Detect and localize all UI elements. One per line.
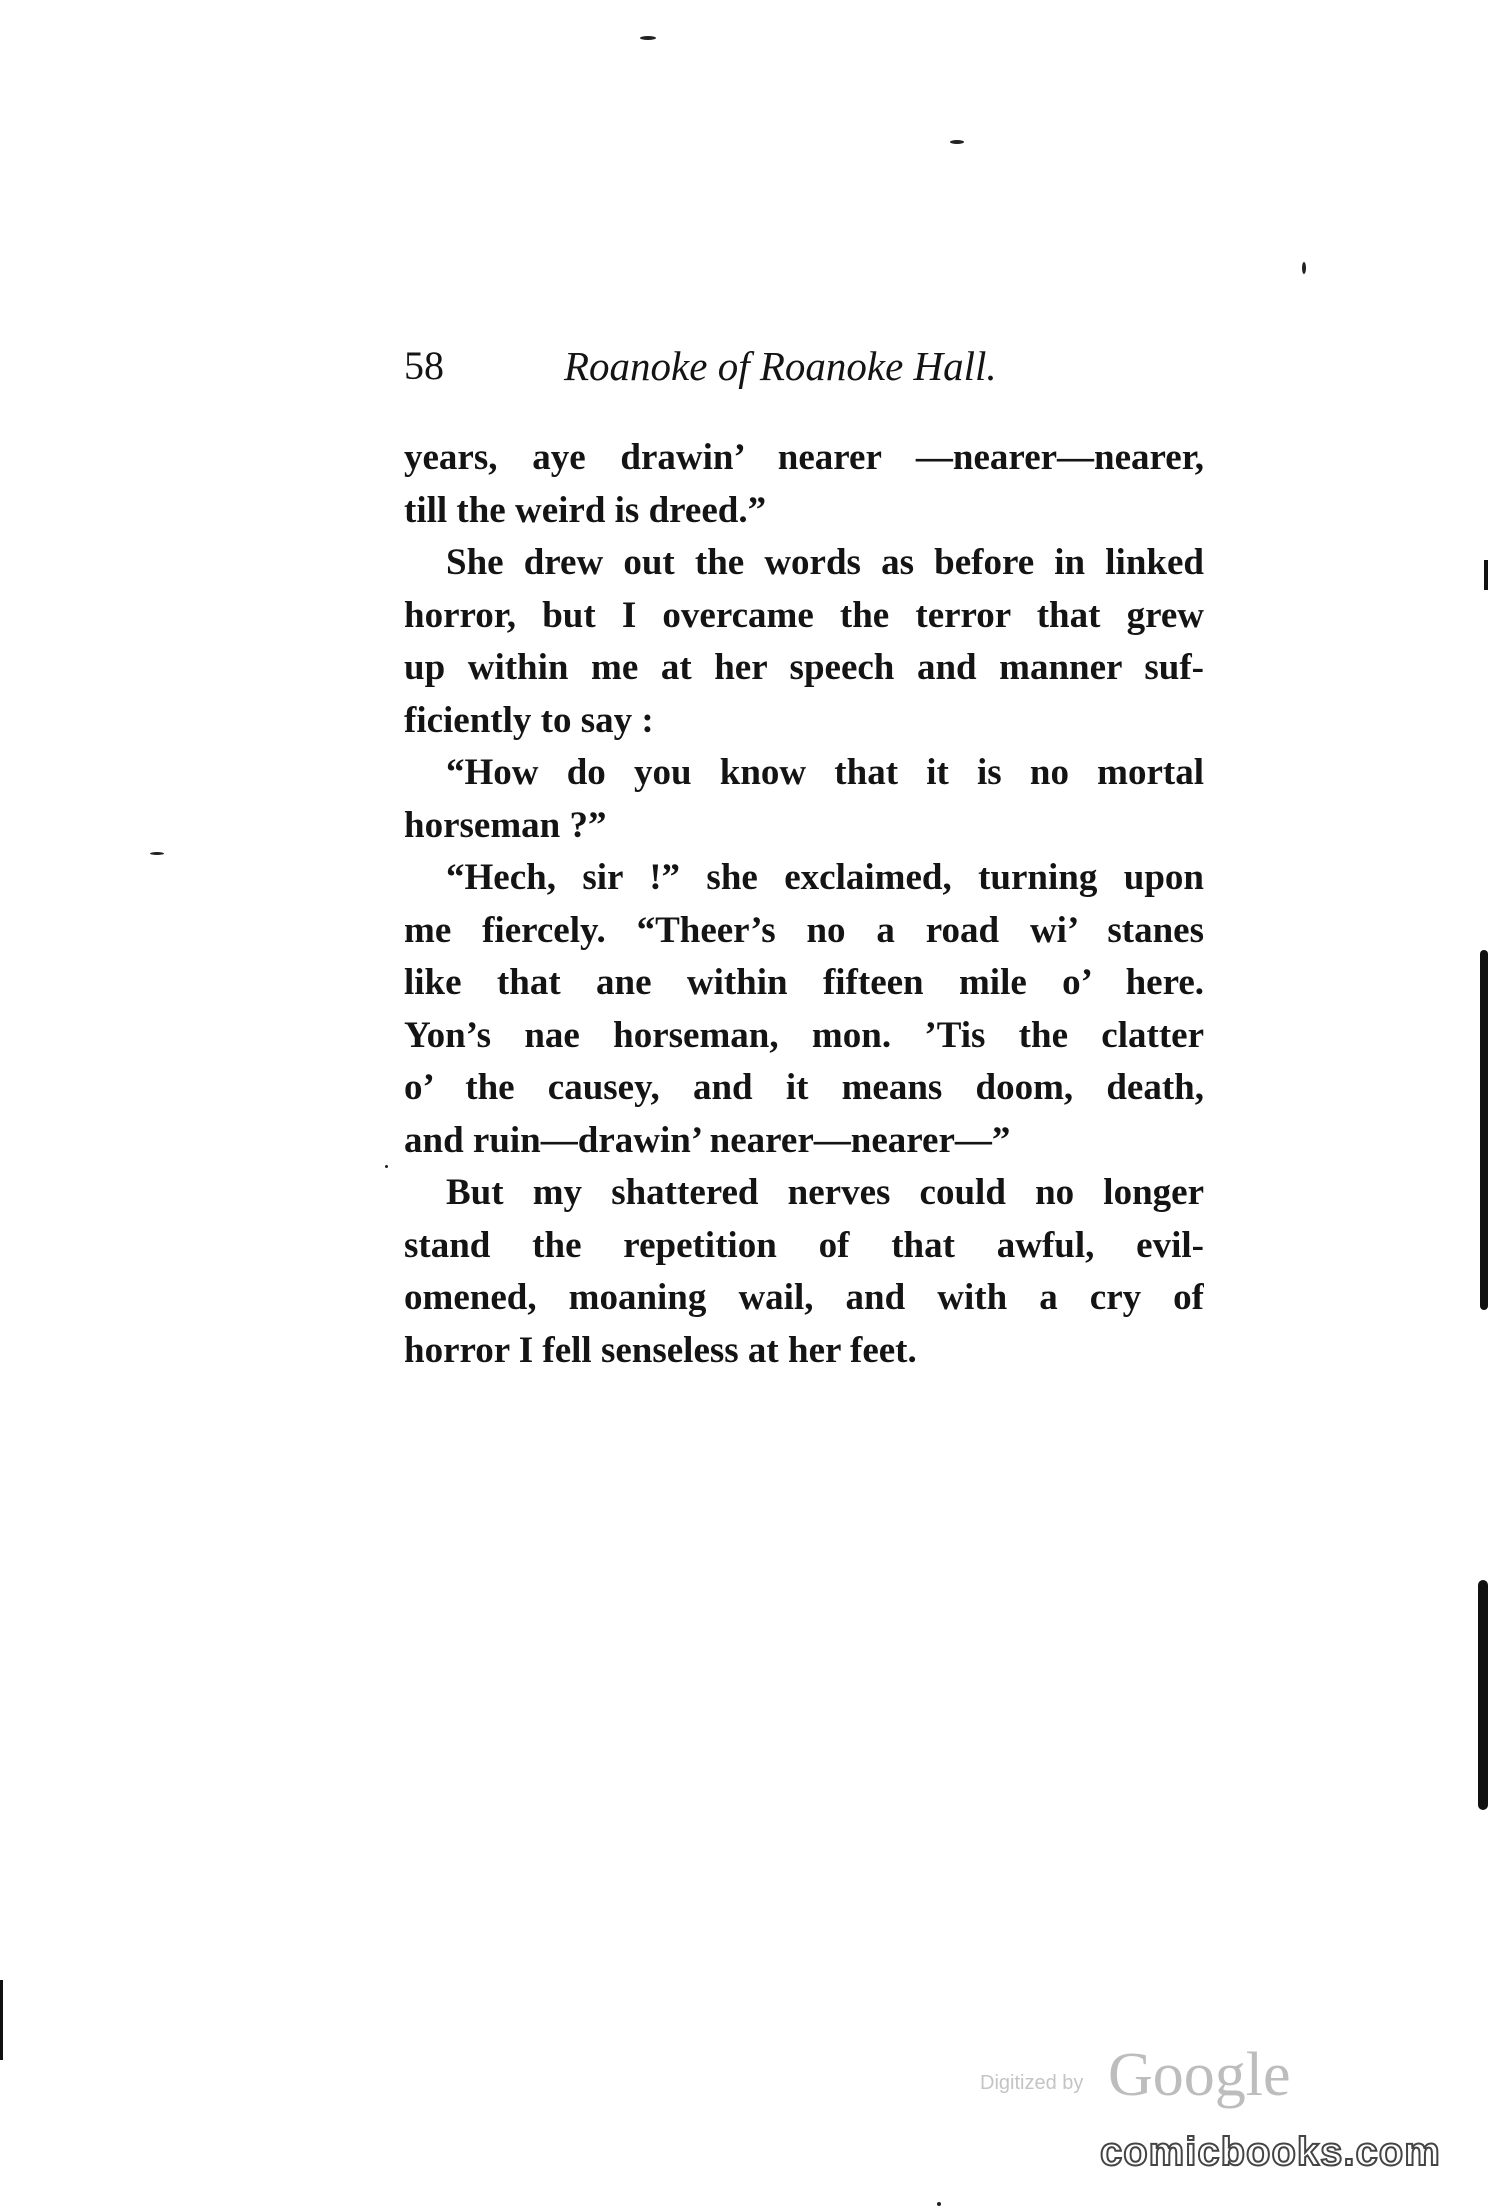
scan-speck [937,2202,941,2206]
site-watermark: comicbooks.com [1100,2130,1441,2174]
scan-speck [640,36,656,40]
text-line: years, aye drawin’ nearer —nearer—nearer, [404,437,1204,478]
text-line: horror I fell senseless at her feet. [404,1329,917,1371]
text-line: and ruin—drawin’ nearer—nearer—” [404,1119,1011,1161]
scan-edge-mark [1480,950,1488,1310]
text-line: But my shattered nerves could no longer [446,1172,1204,1213]
running-header [404,336,1204,396]
scan-edge-mark [1484,560,1488,590]
text-line: horseman ?” [404,804,607,846]
text-line: ficiently to say : [404,699,654,741]
google-watermark [980,2040,1290,2110]
body-text [404,432,1204,1377]
text-line: omened, moaning wail, and with a cry of [404,1277,1204,1318]
text-line: stand the repetition of that awful, evil- [404,1224,1204,1266]
google-logo: Google [1108,2041,1291,2109]
text-line: “Hech, sir !” she exclaimed, turning upon [446,857,1204,898]
text-line: “How do you know that it is no mortal [446,752,1204,793]
scan-speck [1302,262,1306,274]
text-line: horror, but I overcame the terror that grew [404,594,1204,636]
text-line: Yon’s nae horseman, mon. ’Tis the clatter [404,1014,1204,1056]
scan-edge-mark [1478,1580,1488,1810]
scan-speck [950,140,964,144]
text-line: up within me at her speech and manner suf- [404,647,1204,688]
text-line: me fiercely. “Theer’s no a road wi’ stanes [404,909,1204,951]
text-line: like that ane within fifteen mile o’ here. [404,962,1204,1003]
text-line: o’ the causey, and it means doom, death, [404,1067,1204,1108]
scan-edge-mark [0,1980,3,2060]
text-line: She drew out the words as before in linked [446,542,1204,583]
digitized-by-label: Digitized by [980,2072,1084,2094]
scan-speck [385,1165,388,1168]
page-number: 58 [404,343,444,388]
text-line: till the weird is dreed.” [404,489,767,531]
scan-speck [150,852,164,855]
running-title: Roanoke of Roanoke Hall. [564,343,997,389]
